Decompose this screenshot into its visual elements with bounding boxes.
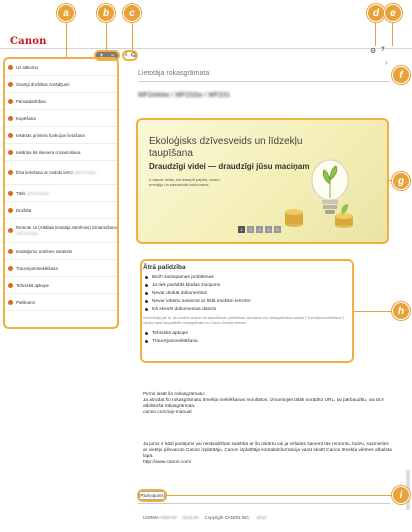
bullet-icon <box>8 150 13 155</box>
sidebar-item-label: Svarīgi drošības norādījumi <box>16 81 70 87</box>
quick-help-panel <box>143 264 349 345</box>
quick-help-link[interactable]: Biežī sastopamas problēmas <box>143 273 349 281</box>
bullet-icon <box>8 116 13 121</box>
contact-body: Ja jums ir kādi jautājumi vai neskaidrības saistībā ar šo iekārtu vai ja vēlaties saņemt tās remontu, lūdzu, sazinieties ar vietējo pilnvaroto Canon izplatītāju. Canon izplatītāja kontaktinformācija varat skatīt Canon tīmekļa vietnes atbalsta lapā. <box>143 442 392 459</box>
sidebar-item-label: Tīkls (MF244dw) <box>16 190 49 196</box>
search-icon[interactable] <box>131 52 137 60</box>
quick-help-title: Ātrā palīdzība <box>143 264 186 271</box>
before-reading-section <box>143 392 393 416</box>
callout-badge-d: d <box>367 4 385 22</box>
title-divider <box>138 81 390 82</box>
collapse-all-button[interactable]: − <box>110 52 115 59</box>
gear-icon[interactable]: ⚙ <box>370 48 377 55</box>
bullet-icon <box>8 228 13 233</box>
sidebar-item-label: Pamatdarbības <box>16 98 46 104</box>
sidebar-item-settings-menu[interactable] <box>5 243 117 260</box>
bullet-icon <box>8 191 13 196</box>
callout-badge-h: h <box>392 302 410 320</box>
manual-url-link[interactable]: canon.com/oip-manual <box>143 410 192 415</box>
banner-pager <box>238 226 281 233</box>
callout-badge-b: b <box>97 4 115 22</box>
sidebar-item-network[interactable] <box>5 185 117 202</box>
page-title: Lietotāja rokasgrāmata <box>138 70 210 77</box>
bullet-icon <box>8 208 13 213</box>
callout-badge-i: i <box>392 486 410 504</box>
bullet-icon <box>8 133 13 138</box>
callout-leader-a <box>66 22 67 57</box>
sidebar-item-print[interactable] <box>5 127 117 144</box>
sidebar-item-maintenance[interactable] <box>5 277 117 294</box>
sidebar-item-appendix[interactable] <box>5 294 117 311</box>
sidebar-item-label: Ērta lietošana ar mobilo ierīci (MF244dw) <box>16 169 97 175</box>
sidebar-item-safety[interactable] <box>5 76 117 93</box>
callout-leader-c <box>132 22 133 50</box>
next-page-icon[interactable]: › <box>385 58 388 67</box>
quick-help-link[interactable]: Ja tiek parādīts kļūdas ziņojums <box>143 281 349 289</box>
footer-copyright <box>143 515 266 520</box>
sidebar-item-label: Tehniskā apkope <box>16 282 49 288</box>
footer-divider <box>138 503 390 504</box>
callout-leader-e <box>392 22 393 46</box>
bullet-icon <box>8 283 13 288</box>
before-reading-title: Pirms lasāt šo rokasgrāmatu: <box>143 392 206 397</box>
sidebar-item-label: Pielikums <box>16 299 35 305</box>
sidebar-item-home[interactable] <box>5 59 117 76</box>
copyright-year: 2016 <box>256 515 267 520</box>
sidebar-item-label: Traucējummeklēšana <box>16 265 58 271</box>
canon-logo[interactable]: Canon <box>10 36 47 47</box>
contact-section <box>143 442 393 466</box>
header-divider <box>0 48 412 49</box>
topic-banner[interactable] <box>138 120 387 242</box>
sidebar-item-label: Drošība <box>16 207 32 213</box>
doc-code: 0000-00 <box>160 515 177 520</box>
callout-badge-e: e <box>384 4 402 22</box>
sidebar-toc <box>4 58 118 328</box>
bullet-icon <box>8 170 13 175</box>
pager-dot[interactable]: 1 <box>238 226 245 233</box>
coins-icon <box>280 200 360 230</box>
quick-help-link[interactable]: Nevar iekārtu savienot ar tīklā esošām ierīcēm <box>143 297 349 305</box>
troubleshooting-link[interactable]: Traucējummeklēšana <box>143 337 349 345</box>
toc-icon[interactable]: ≡ <box>124 52 128 58</box>
bullet-icon <box>8 300 13 305</box>
callout-badge-g: g <box>392 172 410 190</box>
sidebar-item-label: Iekārtas kā skenera izmantošana <box>16 149 81 155</box>
model-names: MF244dw / MF232w / MF231 <box>138 92 231 99</box>
banner-heading: Ekoloģisks dzīvesveids un līdzekļu taupīšana <box>149 136 303 159</box>
banner-body: Ir daudz veidu, kā ietaupīt papīru, toneri, enerģiju un samazināt izdevumus. <box>149 177 221 188</box>
pager-dot[interactable]: 2 <box>247 226 254 233</box>
bullet-icon <box>8 249 13 254</box>
sidebar-item-label: Uz sākumu <box>16 64 38 70</box>
sidebar-item-copy[interactable] <box>5 110 117 127</box>
toc-search-toggle <box>124 52 137 60</box>
sidebar-item-label: Iekārtas printera funkcijas lietošana <box>16 132 85 138</box>
sidebar-item-remote-ui[interactable] <box>5 219 117 243</box>
sidebar-item-scan[interactable] <box>5 144 117 161</box>
pager-dot[interactable]: 5 <box>274 226 281 233</box>
maintenance-link[interactable]: Tehniskā apkope <box>143 329 349 337</box>
notices-button[interactable]: Paziņojums <box>140 493 164 498</box>
quick-help-note: Informācija par to, kā novērst drukas vai skenēšanas problēmas, atrodama šīs rokasgrāmatas sadaļā ("Traucējummeklēšana"), vai jūs varat lejupielādēt rokasgrāmatu no Canon tīmekļa vietnes. <box>143 316 345 325</box>
callout-badge-a: a <box>57 4 75 22</box>
sidebar-item-label: Remote UI (Attālais lietotāja interfeiss) izmantošana (MF244dw) <box>16 225 117 236</box>
sidebar-item-mobile[interactable] <box>5 161 117 185</box>
expand-all-button[interactable]: + <box>99 52 104 59</box>
before-reading-body: Ja atrodat šo rokasgrāmatu tīmekļa meklēšanas rezultātos, izmantojiet tālāk norādīto URL, lai pārbaudītu, vai tā ir atbilstošā rokasgrāmata. <box>143 398 385 409</box>
callout-badge-f: f <box>392 66 410 84</box>
sidebar-item-security[interactable] <box>5 202 117 219</box>
bullet-icon <box>8 82 13 87</box>
sidebar-item-troubleshooting[interactable] <box>5 260 117 277</box>
copyright-text: Copyright CANON INC. <box>204 515 251 520</box>
doc-date: 2016-00 <box>182 515 199 520</box>
pager-dot[interactable]: 3 <box>256 226 263 233</box>
quick-help-link[interactable]: Nevar drukāt dokumentus <box>143 289 349 297</box>
sidebar-item-label: Kopēšana <box>16 115 36 121</box>
callout-leader-h <box>354 311 392 312</box>
sidebar-item-basics[interactable] <box>5 93 117 110</box>
pager-dot[interactable]: 4 <box>265 226 272 233</box>
bullet-icon <box>8 266 13 271</box>
sidebar-item-label: Iestatījumu izvēlnes saraksts <box>16 248 73 254</box>
canon-url-link[interactable]: http://www.canon.com/ <box>143 460 192 465</box>
doc-prefix: USRMA- <box>143 515 161 520</box>
callout-leader-i <box>167 495 392 496</box>
quick-help-link[interactable]: Kā skenēt dokumentus datorā <box>143 305 349 313</box>
banner-subheading: Draudzīgi videi — draudzīgi jūsu maciņam <box>149 162 310 171</box>
callout-leader-d <box>375 22 376 46</box>
help-icon[interactable]: ? <box>381 47 385 53</box>
bullet-icon <box>8 65 13 70</box>
callout-badge-c: c <box>123 4 141 22</box>
bullet-icon <box>8 99 13 104</box>
callout-leader-b <box>106 22 107 50</box>
